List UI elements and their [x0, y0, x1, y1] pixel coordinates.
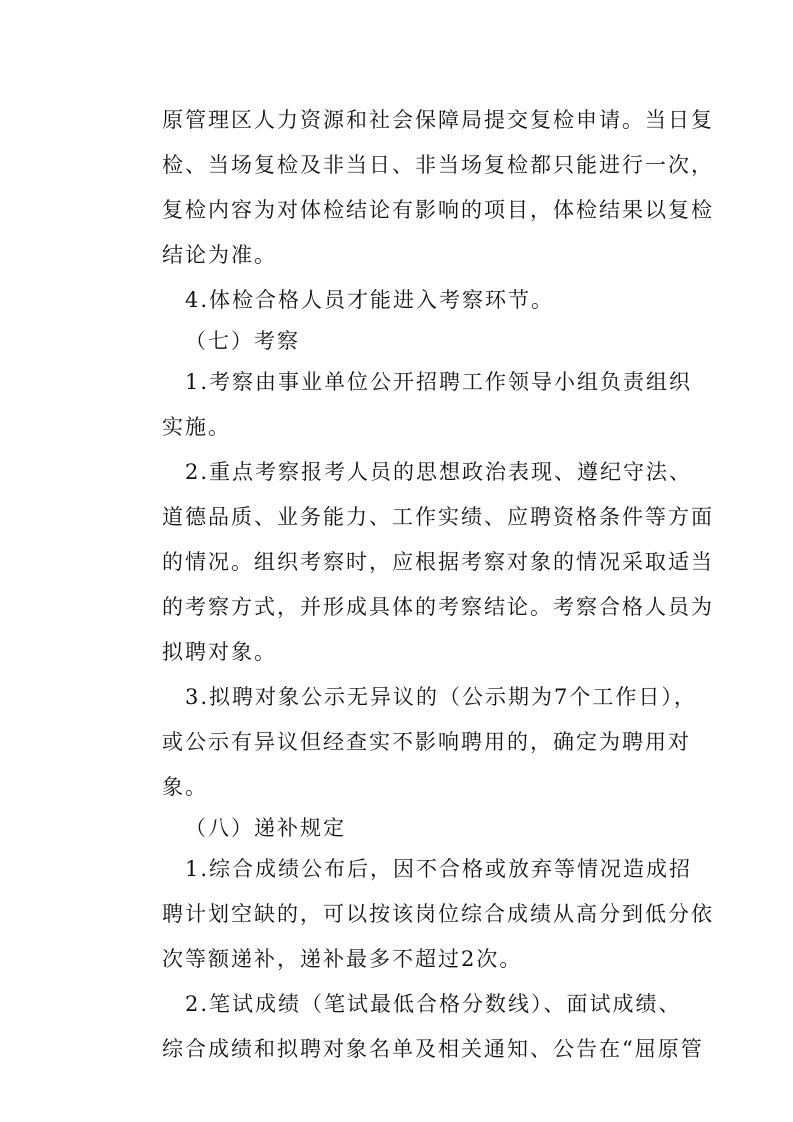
list-item: 3.拟聘对象公示无异议的（公示期为7个工作日）， — [185, 685, 697, 709]
paragraph-line: 原管理区人力资源和社会保障局提交复检申请。当日复 — [162, 108, 714, 132]
paragraph-line: 聘计划空缺的，可以按该岗位综合成绩从高分到低分依 — [162, 902, 714, 926]
paragraph-line: 或公示有异议但经查实不影响聘用的，确定为聘用对 — [162, 730, 691, 754]
paragraph-line: 结论为准。 — [162, 243, 277, 267]
section-heading: （八）递补规定 — [185, 816, 346, 840]
paragraph-line: 的考察方式，并形成具体的考察结论。考察合格人员为 — [162, 595, 714, 619]
paragraph-line: 实施。 — [162, 415, 231, 439]
list-item: 2.笔试成绩（笔试最低合格分数线）、面试成绩、 — [185, 992, 682, 1016]
paragraph-line: 综合成绩和拟聘对象名单及相关通知、公告在“屈原管 — [162, 1037, 704, 1061]
paragraph-line: 道德品质、业务能力、工作实绩、应聘资格条件等方面 — [162, 505, 714, 529]
paragraph-line: 复检内容为对体检结论有影响的项目，体检结果以复检 — [162, 198, 714, 222]
paragraph-line: 象。 — [162, 775, 208, 799]
section-heading: （七）考察 — [185, 329, 300, 353]
list-item: 4.体检合格人员才能进入考察环节。 — [185, 288, 555, 312]
list-item: 2.重点考察报考人员的思想政治表现、遵纪守法、 — [185, 460, 693, 484]
paragraph-line: 次等额递补，递补最多不超过2次。 — [162, 947, 523, 971]
paragraph-line: 拟聘对象。 — [162, 640, 277, 664]
paragraph-line: 的情况。组织考察时，应根据考察对象的情况采取适当 — [162, 550, 714, 574]
list-item: 1.综合成绩公布后，因不合格或放弃等情况造成招 — [185, 857, 693, 881]
paragraph-line: 检、当场复检及非当日、非当场复检都只能进行一次， — [162, 153, 714, 177]
list-item: 1.考察由事业单位公开招聘工作领导小组负责组织 — [185, 370, 693, 394]
